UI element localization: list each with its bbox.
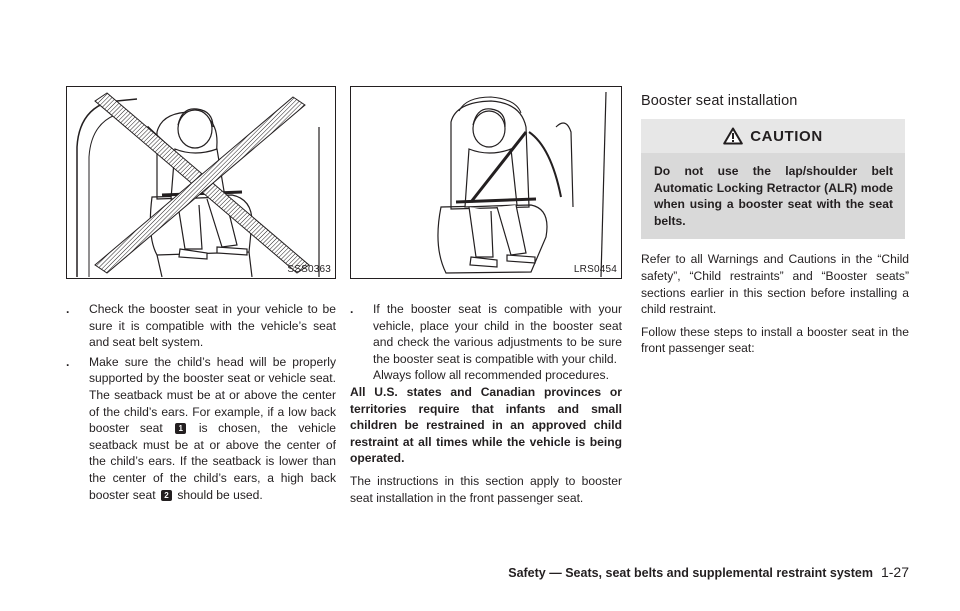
column-left	[66, 86, 336, 503]
column-middle	[350, 86, 622, 506]
list-item: . Make sure the child’s head will be properly supported by the booster seat or vehicle seat. The seatback must be at or above the center of the child’s ears. For example, if a low back booster seat 1 is chosen, the vehicle seatback must be at or above the center of the child’s ears. If the seatback is lower than the center of the child’s ears, a high back booster seat 2 should be used.	[66, 354, 336, 503]
column-right	[641, 86, 909, 357]
note-text: Always follow all recommended procedures.	[373, 368, 609, 383]
caution-text: Do not use the lap/shoulder belt Automatic Locking Retractor (ALR) mode when using a booster seat with the seat belts.	[654, 164, 893, 228]
footer-section-title: Safety — Seats, seat belts and supplemental restraint system	[508, 566, 873, 580]
paragraph: The instructions in this section apply to booster seat installation in the front passenger seat.	[350, 473, 622, 505]
figure-id: SSS0363	[287, 264, 331, 275]
callout-1-badge: 1	[175, 423, 186, 434]
caution-title: CAUTION	[750, 127, 823, 145]
caution-header	[641, 119, 905, 153]
bullet-marker	[66, 301, 69, 318]
paragraph: Follow these steps to install a booster seat in the front passenger seat:	[641, 324, 909, 356]
legal-requirement-text: All U.S. states and Canadian provinces or territories require that infants and small children be restrained in an approved child restraint at all times while the vehicle is being operated.	[350, 384, 622, 466]
list-item: . Check the booster seat in your vehicle to be sure it is compatible with the vehicle’s seat and seat belt system.	[66, 301, 336, 351]
figure-correct-booster	[350, 86, 622, 279]
list-item: . If the booster seat is compatible with your vehicle, place your child in the booster seat and check the various adjustments to be sure the booster seat is compatible with your child.	[350, 301, 622, 367]
child-booster-illustration	[351, 87, 620, 277]
bullet-marker	[66, 354, 69, 371]
caution-body	[641, 153, 905, 239]
paragraph: Refer to all Warnings and Cautions in the “Child safety”, “Child restraints” and “Booster seats” sections earlier in this section before installing a child restraint.	[641, 252, 909, 317]
bullet-marker	[350, 301, 353, 318]
section-heading: Booster seat installation	[641, 93, 798, 109]
warning-triangle-icon	[723, 127, 743, 145]
page-footer	[508, 564, 909, 580]
figure-id: LRS0454	[573, 264, 617, 275]
text-block-middle	[350, 301, 622, 506]
bullet-list-left	[66, 301, 336, 503]
callout-2-badge: 2	[161, 490, 172, 501]
child-booster-illustration-crossed	[67, 87, 334, 277]
caution-box	[641, 119, 905, 239]
figure-incorrect-booster	[66, 86, 336, 279]
page-number: 1-27	[880, 564, 909, 580]
